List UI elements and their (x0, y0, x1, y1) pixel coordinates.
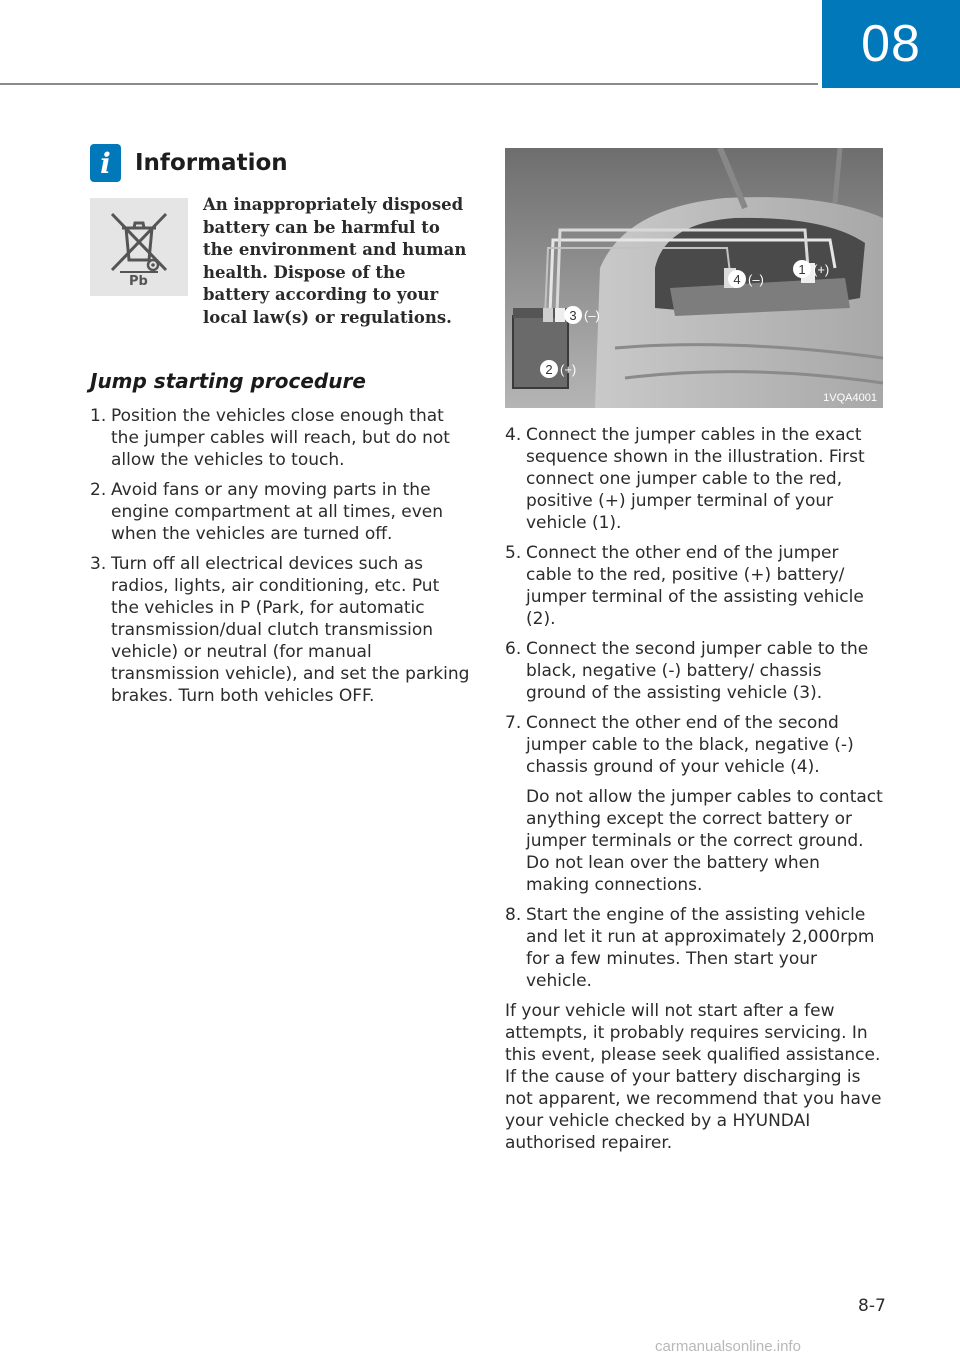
steps-left (90, 405, 470, 707)
step-number: 8. (505, 905, 522, 925)
info-body (90, 195, 470, 329)
section-title: Jump starting procedure (90, 369, 366, 393)
figure-code: 1VQA4001 (823, 392, 877, 404)
callout-2-sign: (+) (560, 362, 577, 377)
crossed-bin-icon (90, 198, 188, 296)
callout-4: 4 (733, 272, 741, 287)
pb-label: Pb (129, 274, 148, 289)
closing-paragraph: If your vehicle will not start after a few attempts, it probably requires servicing. In this event, please seek qualified assistance. If the cause of your battery discharging is not apparent, we recommend that you have your vehicle checked by a HYUNDAI authorised repairer. (505, 1001, 882, 1153)
right-column (505, 148, 885, 1154)
step-text-main: Connect the other end of the second jumper cable to the black, negative (-) chassis ground of your vehicle (4). (526, 713, 854, 777)
list-item (90, 479, 470, 545)
watermark: carmanualsonline.info (655, 1338, 801, 1355)
callout-1-sign: (+) (813, 262, 830, 277)
step-number: 7. (505, 713, 522, 733)
step-text: Position the vehicles close enough that the jumper cables will reach, but do not allow the vehicles to touch. (111, 406, 450, 470)
list-item (505, 542, 885, 630)
list-item (505, 638, 885, 704)
callout-3: 3 (569, 308, 577, 323)
jump-start-illustration (505, 148, 883, 408)
info-header (90, 140, 470, 186)
step-number: 2. (90, 480, 107, 500)
info-title: Information (135, 150, 288, 176)
chapter-tab: 08 (822, 0, 960, 88)
step-number: 6. (505, 639, 522, 659)
page-number: 8-7 (858, 1296, 886, 1316)
step-text (526, 712, 885, 896)
step-text: Connect the second jumper cable to the black, negative (-) battery/ chassis ground of the assisting vehicle (3). (526, 639, 869, 703)
info-icon: i (90, 144, 121, 182)
callout-1: 1 (798, 262, 806, 277)
step-number: 3. (90, 554, 107, 574)
step-text: Connect the jumper cables in the exact sequence shown in the illustration. First connect one jumper cable to the red, positive (+) jumper terminal of your vehicle (1). (526, 425, 865, 533)
step-text: Turn off all electrical devices such as radios, lights, air conditioning, etc. Put the vehicles in P (Park, for automatic transmission/dual clutch transmission vehicle) or neutral (for manual transmission vehicle), and set the parking brakes. Turn both vehicles OFF. (111, 554, 470, 706)
list-item (505, 424, 885, 534)
info-text: An inappropriately disposed battery can be harmful to the environment and human health. Dispose of the battery according to your local law(s) or regulations. (203, 195, 467, 327)
list-item (90, 553, 470, 707)
step-text: Avoid fans or any moving parts in the engine compartment at all times, even when the vehicles are turned off. (111, 480, 443, 544)
callout-2: 2 (545, 362, 553, 377)
left-column (90, 140, 470, 715)
callout-3-sign: (–) (584, 308, 600, 323)
steps-right (505, 424, 885, 992)
list-item (505, 712, 885, 896)
step-text: Connect the other end of the jumper cable to the red, positive (+) battery/ jumper terminal of the assisting vehicle (2). (526, 543, 864, 629)
list-item (505, 904, 885, 992)
step-text-note: Do not allow the jumper cables to contact anything except the correct battery or jumper terminals or the correct ground. Do not lean over the battery when making connections. (526, 787, 883, 895)
step-text: Start the engine of the assisting vehicle and let it run at approximately 2,000rpm for a few minutes. Then start your vehicle. (526, 905, 875, 991)
callout-4-sign: (–) (748, 272, 764, 287)
step-number: 1. (90, 406, 107, 426)
step-number: 4. (505, 425, 522, 445)
list-item (90, 405, 470, 471)
step-number: 5. (505, 543, 522, 563)
top-rule (0, 83, 818, 85)
